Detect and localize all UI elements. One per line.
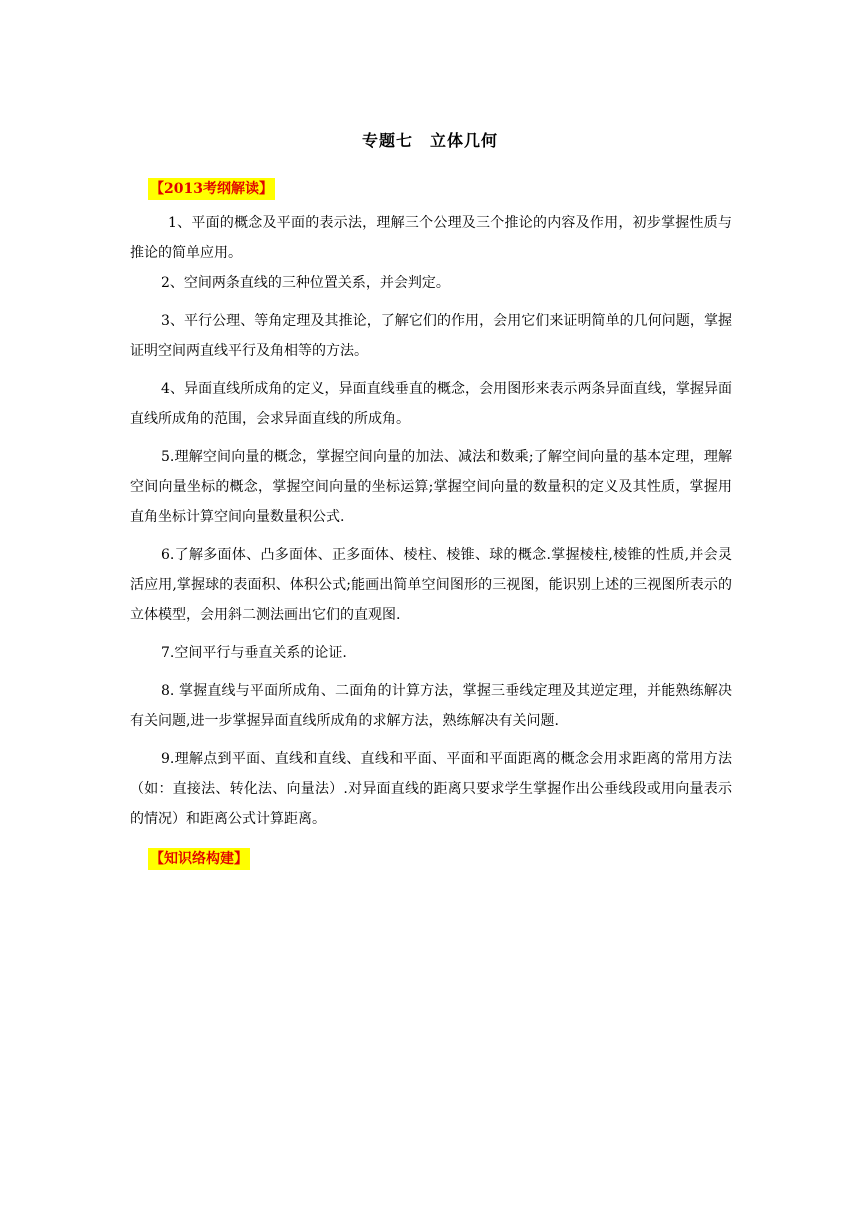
paragraph-3: 3、平行公理、等角定理及其推论，了解它们的作用，会用它们来证明简单的几何问题，掌握证明空间两直线平行及角相等的方法。 — [130, 313, 732, 359]
paragraph-1: 1、平面的概念及平面的表示法，理解三个公理及三个推论的内容及作用，初步掌握性质与推论的简单应用。 — [130, 215, 732, 261]
paragraph-7: 7.空间平行与垂直关系的论证. — [161, 645, 347, 661]
page-title: 专题七 立体几何 — [361, 131, 498, 150]
paragraph-8: 8. 掌握直线与平面所成角、二面角的计算方法，掌握三垂线定理及其逆定理，并能熟练解决有关问题,进一步掌握异面直线所成角的求解方法，熟练解决有关问题. — [130, 683, 732, 729]
paragraph-9: 9.理解点到平面、直线和直线、直线和平面、平面和平面距离的概念会用求距离的常用方法（如：直接法、转化法、向量法）.对异面直线的距离只要求学生掌握作出公垂线段或用向量表示的情况）和距离公式计算距离。 — [130, 751, 732, 827]
paragraph-6: 6.了解多面体、凸多面体、正多面体、棱柱、棱锥、球的概念.掌握棱柱,棱锥的性质,并会灵活应用,掌握球的表面积、体积公式;能画出简单空间图形的三视图，能识别上述的三视图所表示的立体模型，会用斜二测法画出它们的直观图. — [130, 547, 732, 623]
paragraph-2: 2、空间两条直线的三种位置关系，并会判定。 — [161, 275, 450, 291]
section-label-knowledge: 【知识络构建】 — [148, 848, 250, 870]
paragraph-5: 5.理解空间向量的概念，掌握空间向量的加法、减法和数乘;了解空间向量的基本定理，理解空间向量坐标的概念，掌握空间向量的坐标运算;掌握空间向量的数量积的定义及其性质，掌握用直角坐标计算空间向量数量积公式. — [130, 449, 732, 525]
paragraph-4: 4、异面直线所成角的定义，异面直线垂直的概念，会用图形来表示两条异面直线，掌握异面直线所成角的范围，会求异面直线的所成角。 — [130, 381, 732, 427]
section-label-syllabus: 【2013考纲解读】 — [148, 178, 275, 200]
